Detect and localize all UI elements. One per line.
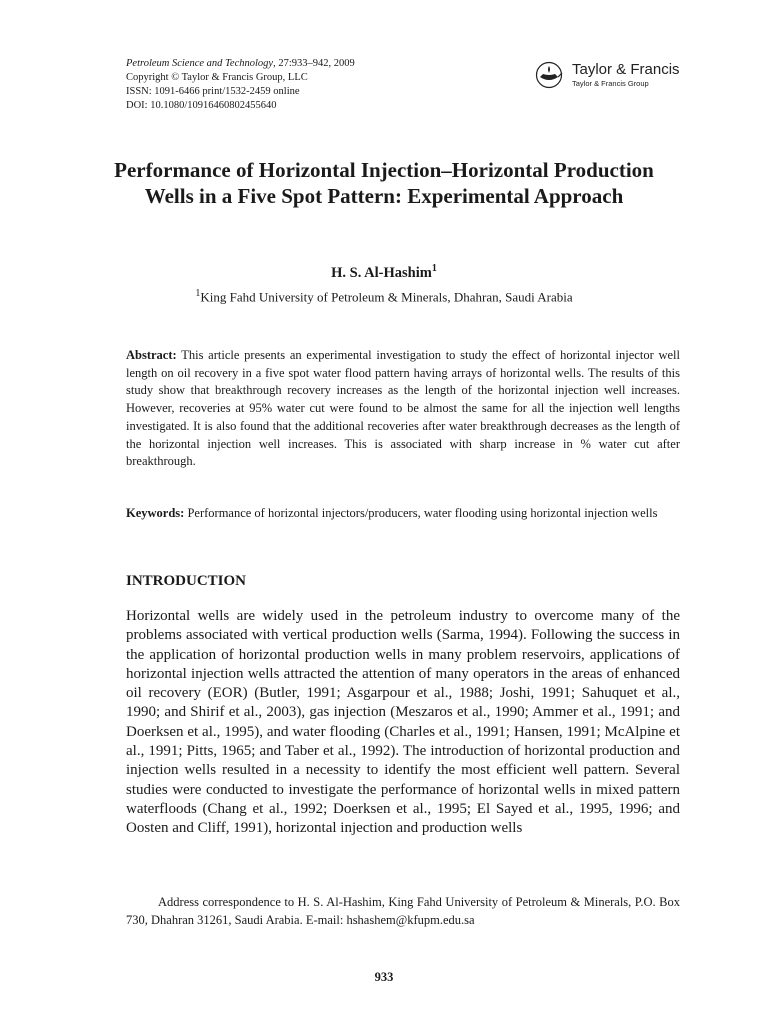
author-name: H. S. Al-Hashim: [331, 264, 432, 281]
volume-pages: , 27:933–942, 2009: [273, 58, 355, 69]
publisher-name: Taylor & Francis: [572, 61, 680, 78]
affiliation-line: [0, 288, 768, 305]
doi-line: DOI: 10.1080/10916460802455640: [126, 100, 277, 111]
affiliation-text: King Fahd University of Petroleum & Minerals, Dhahran, Saudi Arabia: [200, 289, 573, 305]
introduction-paragraph: Horizontal wells are widely used in the petroleum industry to overcome many of the problems associated with vertical production wells (Sarma, 1994). Following the success in the application of horizontal production wells in many problem reservoirs, applications of horizontal injection wells attracted the attention of many operators in the areas of enhanced oil recovery (EOR) (Butler, 1991; Asgarpour et al., 1988; Joshi, 1991; Sahuquet et al., 1990; and Shirif et al., 2003), gas injection (Meszaros et al., 1990; Ammer et al., 1991; and Doerksen et al., 1995), and water flooding (Charles et al., 1991; Hansen, 1991; McAlpine et al., 1991; Pitts, 1965; and Taber et al., 1992). The introduction of horizontal production and injection wells resulted in a necessity to identify the most efficient well pattern. Several studies were conducted to investigate the performance of horizontal wells in mixed pattern waterfloods (Chang et al., 1992; Doerksen et al., 1995; El Sayed et al., 1995, 1996; and Oosten and Cliff, 1991), horizontal injection and production wells: [126, 608, 680, 837]
keywords-text: Performance of horizontal injectors/producers, water flooding using horizontal injection wells: [187, 506, 658, 520]
journal-name: Petroleum Science and Technology: [126, 58, 274, 69]
abstract: [126, 347, 680, 471]
abstract-text: This article presents an experimental investigation to study the effect of horizontal injector well length on oil recovery in a five spot water flood pattern having arrays of horizontal wells. The results of this study show that breakthrough recovery increases as the length of the horizontal injection well increases. However, recoveries at 95% water cut were found to be almost the same for all the injection well lengths investigated. It is also found that the additional recoveries after water breakthrough decreases as the length of the horizontal injection well increases. This is associated with sharp increase in % water cut after breakthrough.: [126, 348, 680, 469]
correspondence-footnote: Address correspondence to H. S. Al-Hashim, King Fahd University of Petroleum & Minerals, P.O. Box 730, Dhahran 31261, Saudi Arabia. E-mail: hshashem@kfupm.edu.sa: [126, 895, 680, 927]
keywords: [126, 505, 680, 523]
section-heading: INTRODUCTION: [126, 573, 247, 589]
journal-metadata: [126, 57, 355, 113]
publisher-group: Taylor & Francis Group: [572, 79, 649, 88]
paper-title: Performance of Horizontal Injection–Horizontal Production Wells in a Five Spot Pattern: Experimental Approach: [114, 158, 654, 208]
keywords-label: Keywords:: [126, 506, 185, 520]
publisher-logo: [532, 61, 692, 91]
author-affiliation-marker: 1: [431, 263, 437, 274]
journal-citation: [126, 57, 355, 71]
abstract-label: Abstract:: [126, 348, 177, 362]
affiliation-marker: 1: [195, 288, 201, 299]
oil-lamp-icon: [532, 61, 566, 89]
page-number: 933: [374, 970, 394, 984]
author-line: [0, 263, 768, 282]
copyright-line: Copyright © Taylor & Francis Group, LLC: [126, 72, 308, 83]
issn-line: ISSN: 1091-6466 print/1532-2459 online: [126, 86, 300, 97]
